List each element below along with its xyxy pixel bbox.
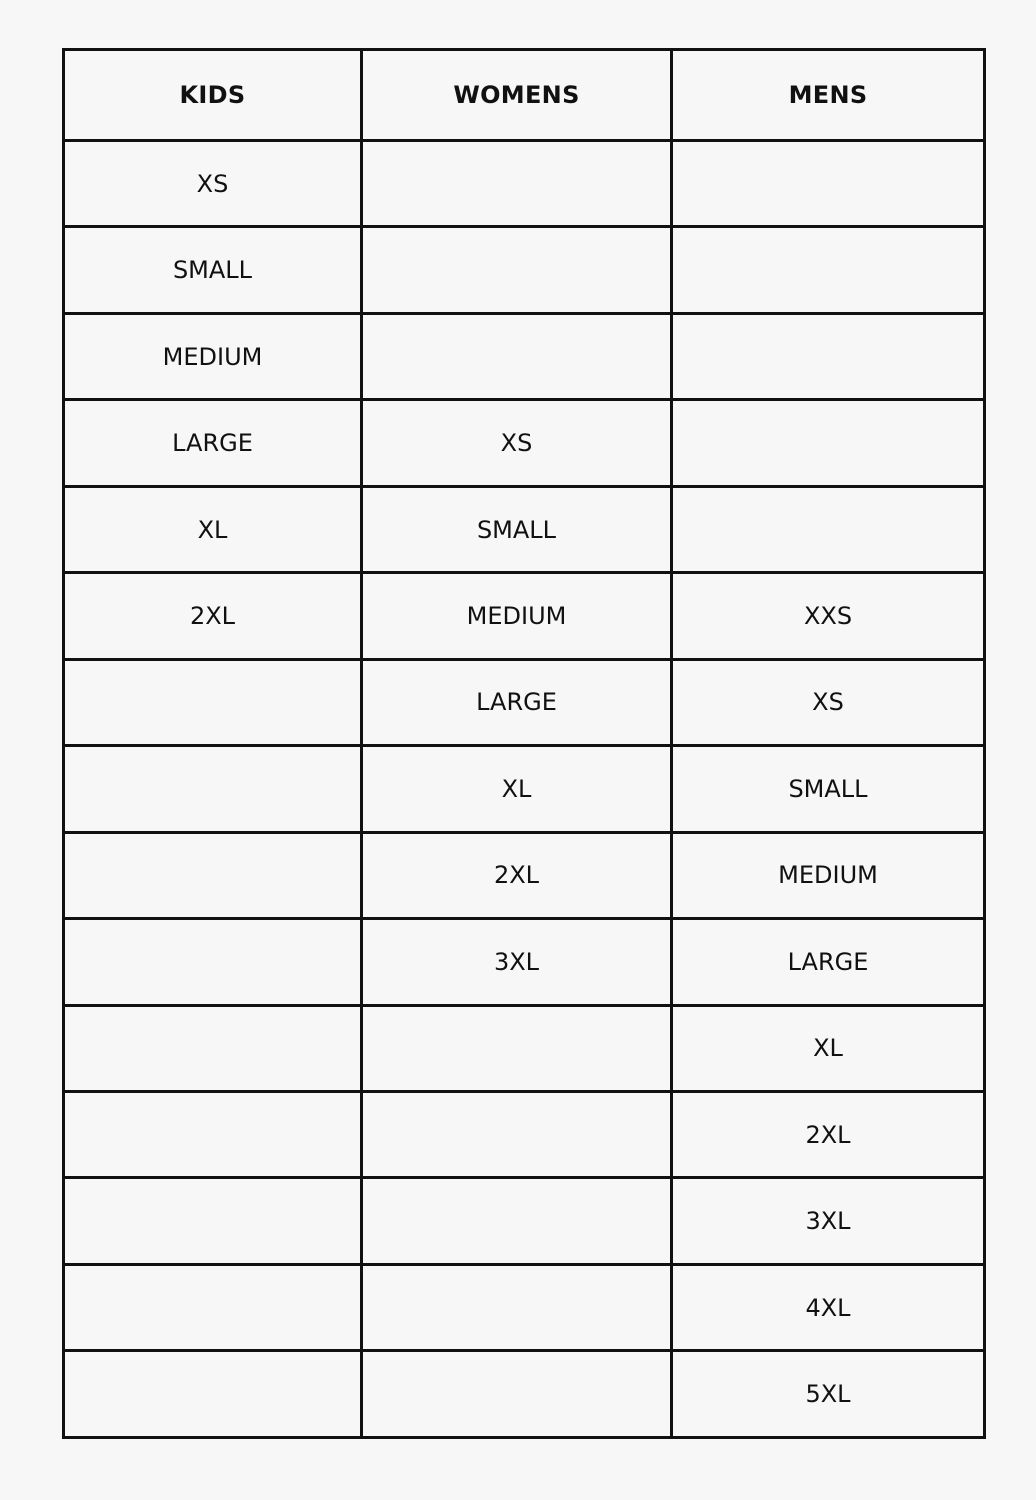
table-body — [64, 141, 985, 1438]
cell-mens — [672, 313, 985, 399]
table-row — [64, 1091, 985, 1177]
cell-womens: XL — [362, 746, 672, 832]
cell-womens: XS — [362, 400, 672, 486]
header-mens: MENS — [672, 50, 985, 141]
cell-kids: MEDIUM — [64, 313, 362, 399]
cell-womens — [362, 141, 672, 227]
cell-womens — [362, 313, 672, 399]
table-row — [64, 400, 985, 486]
cell-mens: 4XL — [672, 1264, 985, 1350]
cell-kids — [64, 1351, 362, 1438]
table-row — [64, 1178, 985, 1264]
table-row — [64, 573, 985, 659]
table-row — [64, 659, 985, 745]
cell-mens — [672, 227, 985, 313]
cell-mens: XXS — [672, 573, 985, 659]
table-row — [64, 227, 985, 313]
table-row — [64, 486, 985, 572]
table-row — [64, 1264, 985, 1350]
header-kids: KIDS — [64, 50, 362, 141]
table-row — [64, 832, 985, 918]
cell-kids — [64, 659, 362, 745]
cell-kids — [64, 1178, 362, 1264]
header-row — [64, 50, 985, 141]
cell-kids — [64, 832, 362, 918]
cell-mens: LARGE — [672, 919, 985, 1005]
table-row — [64, 919, 985, 1005]
cell-kids: SMALL — [64, 227, 362, 313]
table-header — [64, 50, 985, 141]
cell-kids — [64, 746, 362, 832]
cell-womens — [362, 227, 672, 313]
cell-womens: LARGE — [362, 659, 672, 745]
cell-mens — [672, 141, 985, 227]
table-row — [64, 141, 985, 227]
cell-kids: LARGE — [64, 400, 362, 486]
cell-kids — [64, 1005, 362, 1091]
cell-mens: XL — [672, 1005, 985, 1091]
cell-kids: XL — [64, 486, 362, 572]
cell-mens: 3XL — [672, 1178, 985, 1264]
cell-womens: 3XL — [362, 919, 672, 1005]
cell-mens: 2XL — [672, 1091, 985, 1177]
cell-womens — [362, 1005, 672, 1091]
cell-mens: 5XL — [672, 1351, 985, 1438]
cell-womens — [362, 1351, 672, 1438]
table-row — [64, 1351, 985, 1438]
size-conversion-table — [62, 48, 986, 1439]
header-womens: WOMENS — [362, 50, 672, 141]
cell-kids — [64, 919, 362, 1005]
cell-kids — [64, 1091, 362, 1177]
cell-womens: SMALL — [362, 486, 672, 572]
cell-kids: 2XL — [64, 573, 362, 659]
cell-kids: XS — [64, 141, 362, 227]
cell-womens — [362, 1091, 672, 1177]
cell-kids — [64, 1264, 362, 1350]
cell-mens — [672, 486, 985, 572]
cell-mens: XS — [672, 659, 985, 745]
cell-womens: MEDIUM — [362, 573, 672, 659]
table-row — [64, 746, 985, 832]
cell-mens — [672, 400, 985, 486]
cell-mens: MEDIUM — [672, 832, 985, 918]
cell-womens: 2XL — [362, 832, 672, 918]
cell-womens — [362, 1264, 672, 1350]
table-row — [64, 313, 985, 399]
table-row — [64, 1005, 985, 1091]
cell-mens: SMALL — [672, 746, 985, 832]
cell-womens — [362, 1178, 672, 1264]
